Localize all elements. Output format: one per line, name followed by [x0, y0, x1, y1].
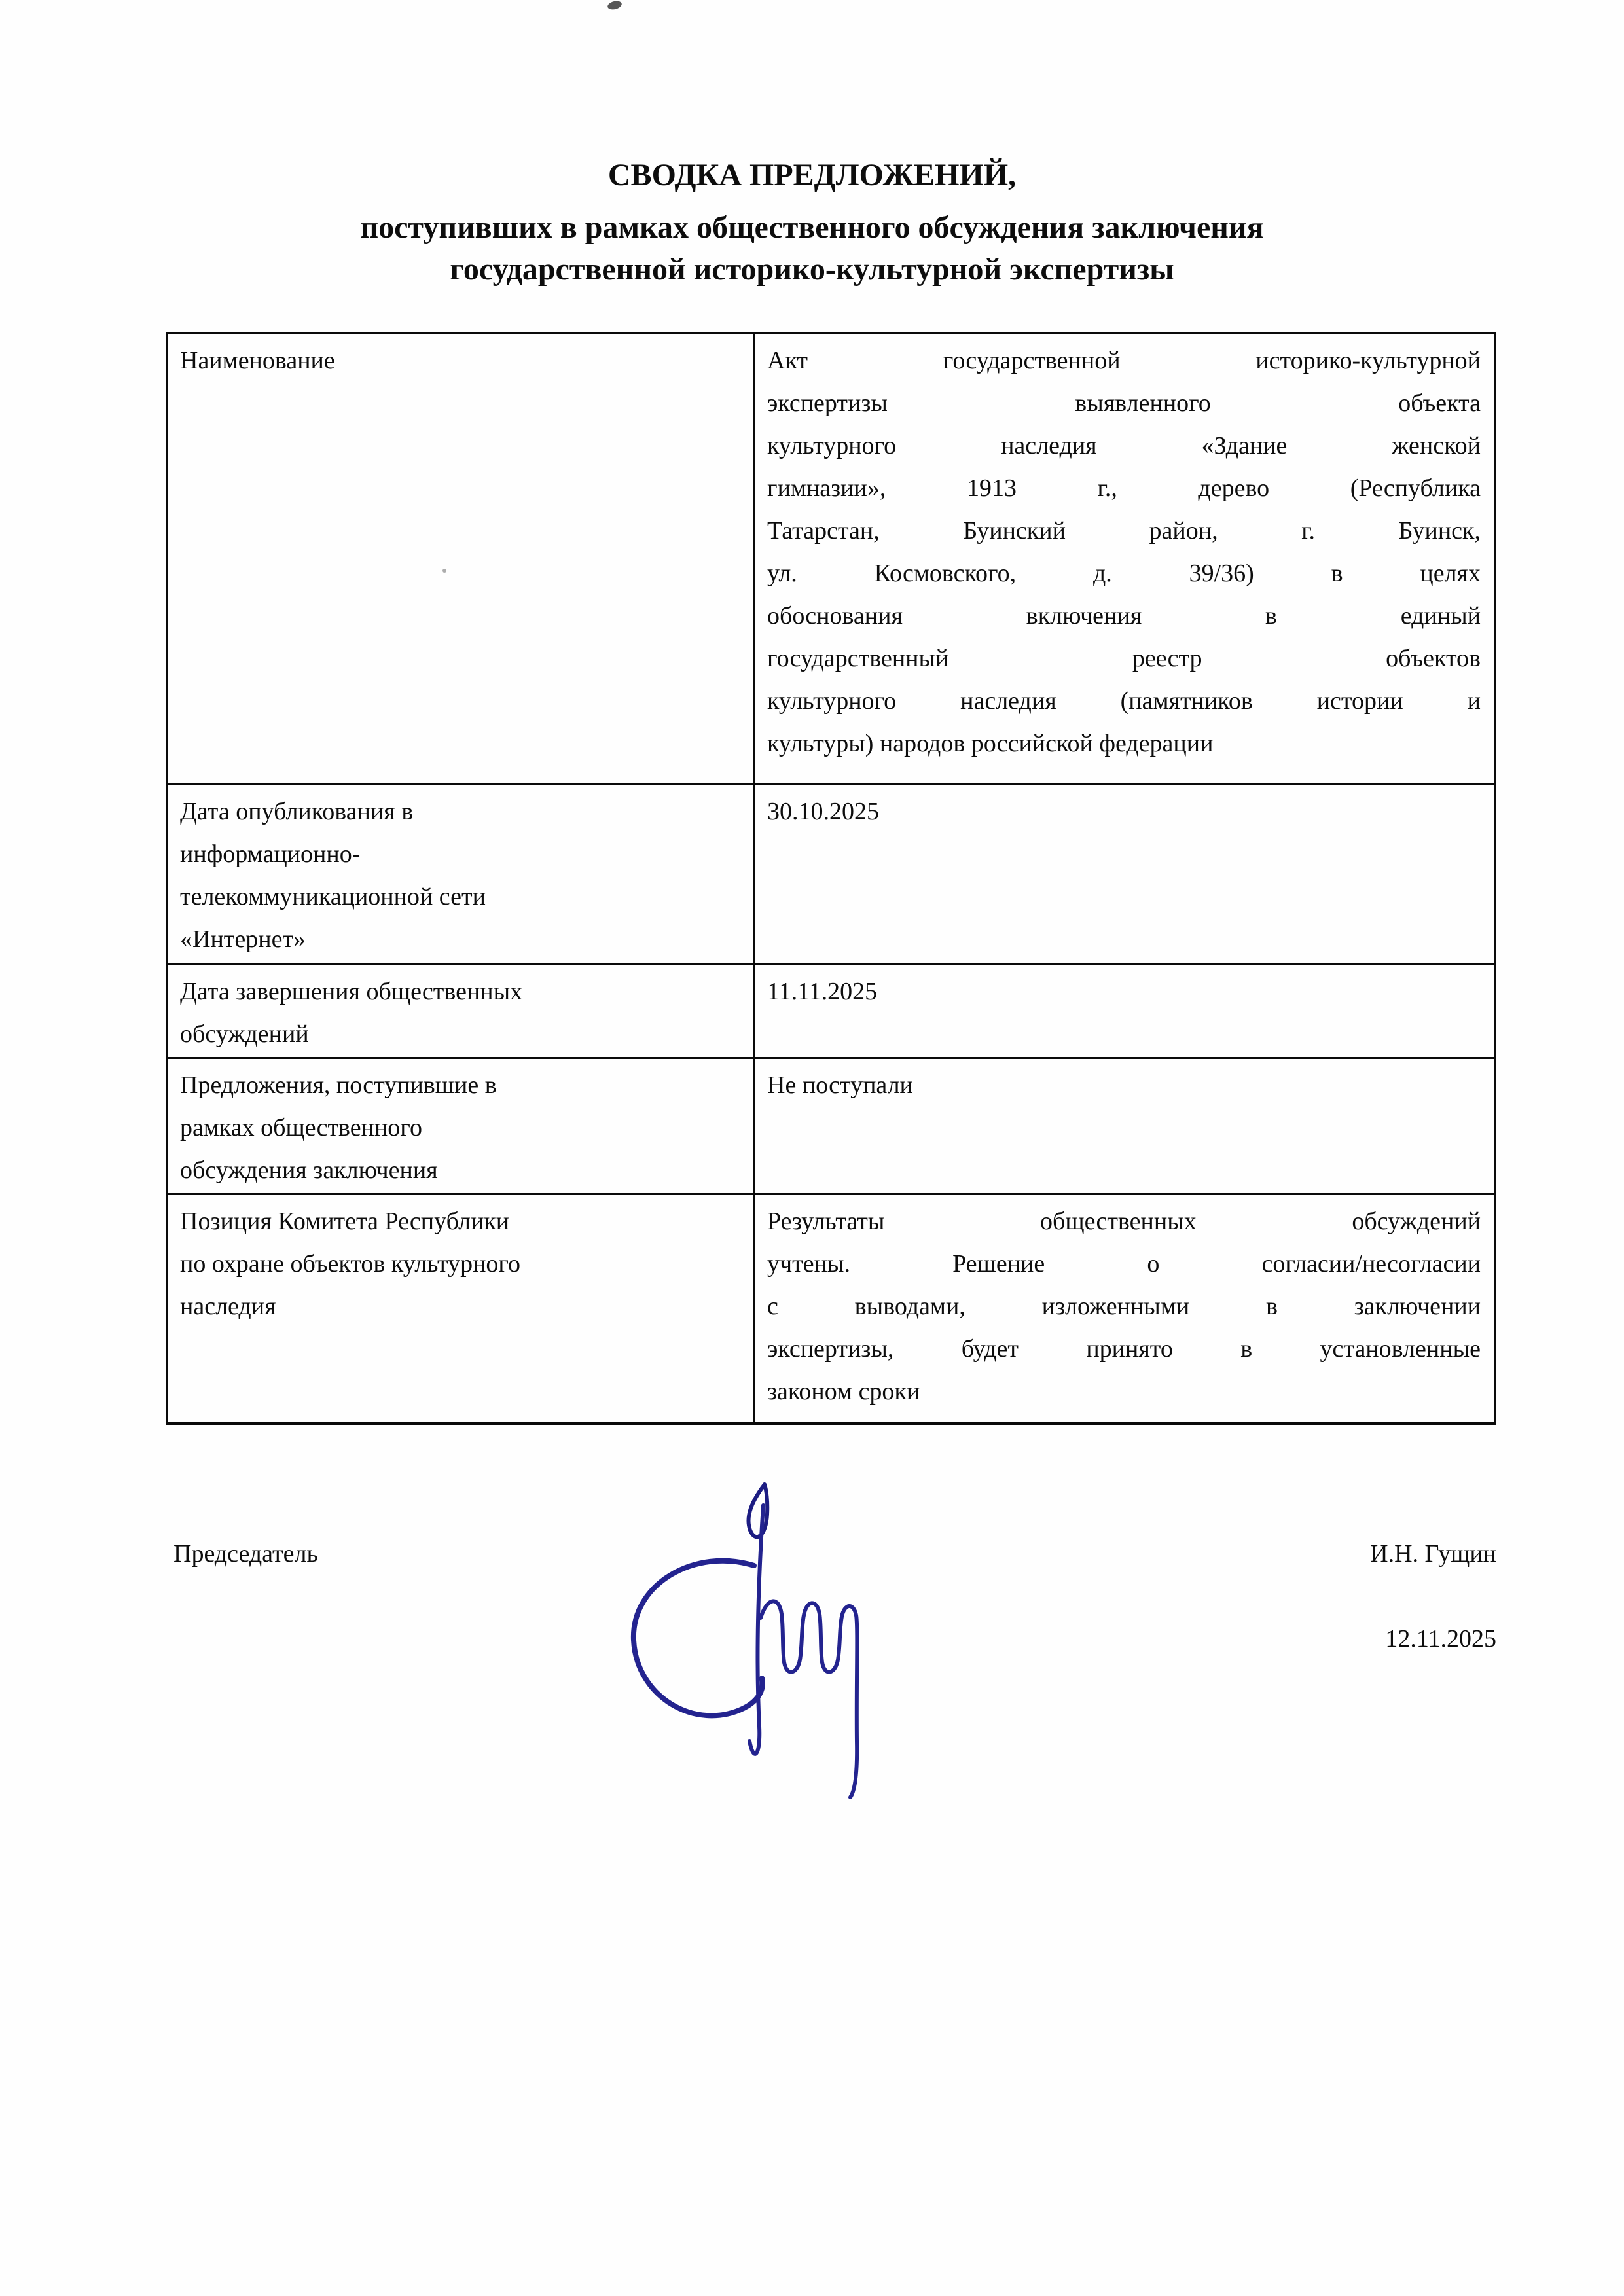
row-label-cell: Позиция Комитета Республики по охране объектов культурного наследия	[168, 1195, 755, 1422]
signature-ink	[589, 1466, 956, 1806]
row-label-cell: Дата завершения общественных обсуждений	[168, 965, 755, 1057]
summary-table	[166, 332, 1496, 1425]
scan-speck	[442, 569, 446, 573]
row-label-cell: Предложения, поступившие в рамках общественного обсуждения заключения	[168, 1059, 755, 1193]
row-value-cell: Результаты общественных обсуждений учтены. Решение о согласии/несогласии с выводами, изложенными в заключении экспертизы, будет принято в установленные законом сроки	[767, 1208, 1481, 1405]
row-label-cell: Дата опубликования в информационно- телекоммуникационной сети «Интернет»	[168, 785, 755, 963]
title-line-2: поступивших в рамках общественного обсуждения заключения	[360, 210, 1264, 245]
title-line-1: СВОДКА ПРЕДЛОЖЕНИЙ,	[607, 158, 1017, 192]
signature-date: 12.11.2025	[1385, 1625, 1496, 1653]
signatory-name: И.Н. Гущин	[1370, 1540, 1496, 1568]
row-value-cell: 30.10.2025	[767, 798, 879, 825]
row-value-cell: Акт государственной историко-культурной экспертизы выявленного объекта культурного наследия «Здание женской гимназии», 1913 г., дерево (Республика Татарстан, Буинский район, г. Буинск, ул. Космовского, д. 39/36) в целях обоснования включения в единый государственный реестр объектов культурного наследия (памятников истории и культуры) народов российской федерации	[767, 347, 1481, 757]
table-row	[168, 963, 1494, 1057]
table-row	[168, 1057, 1494, 1193]
signature-role-label: Председатель	[173, 1540, 318, 1568]
row-value-cell: Не поступали	[767, 1071, 913, 1099]
row-value-cell: 11.11.2025	[767, 978, 878, 1005]
table-row	[168, 1193, 1494, 1422]
table-row	[168, 334, 1494, 783]
table-row	[168, 783, 1494, 963]
document-title	[0, 154, 1624, 291]
title-line-3: государственной историко-культурной экспертизы	[450, 252, 1174, 287]
row-label-cell: Наименование	[168, 334, 755, 783]
scan-speck	[607, 0, 623, 10]
